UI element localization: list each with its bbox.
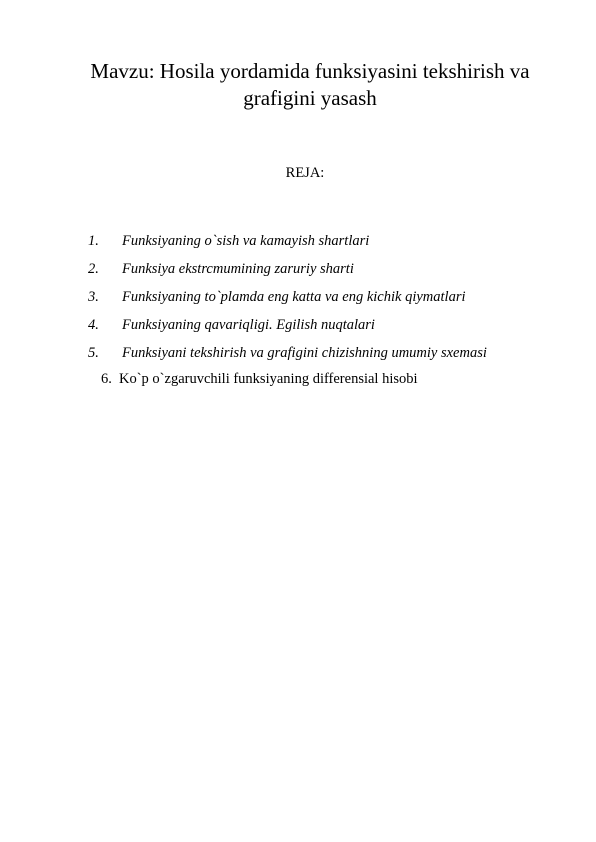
plan-item-text: Funksiyani tekshirish va grafigini chizishning umumiy sxemasi	[122, 345, 487, 361]
plan-item-number: 2.	[88, 261, 99, 277]
plan-heading: REJA:	[285, 165, 325, 181]
plan-item-number: 5.	[88, 345, 99, 361]
plan-item-number: 1.	[88, 233, 99, 249]
plan-item-text: Funksiya ekstrcmumining zaruriy sharti	[122, 261, 354, 277]
document-title: Mavzu: Hosila yordamida funksiyasini tekshirish va grafigini yasash	[90, 59, 530, 110]
plan-item-number: 4.	[88, 317, 99, 333]
plan-item-text: Funksiyaning to`plamda eng katta va eng kichik qiymatlari	[122, 289, 466, 305]
plan-item-text: Funksiyaning qavariqligi. Egilish nuqtalari	[122, 317, 375, 333]
plan-item-number: 6.	[101, 371, 112, 387]
plan-item-text: Ko`p o`zgaruvchili funksiyaning differensial hisobi	[119, 371, 418, 387]
plan-item-text: Funksiyaning o`sish va kamayish shartlari	[122, 233, 370, 249]
plan-item-number: 3.	[88, 289, 99, 305]
